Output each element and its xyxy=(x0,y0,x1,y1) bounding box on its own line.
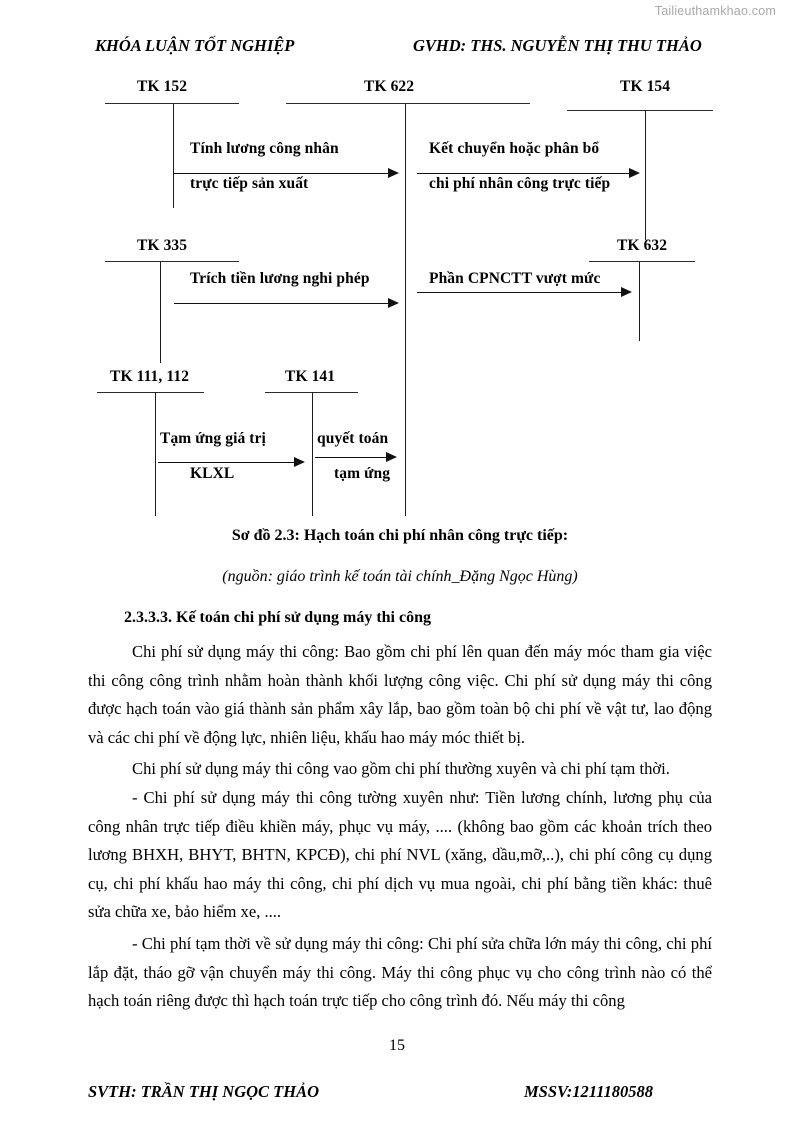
t-account-rule-tk622 xyxy=(286,103,530,104)
header-left-text: KHÓA LUẬN TỐT NGHIỆP xyxy=(95,36,295,55)
footer-left-text: SVTH: TRẦN THỊ NGỌC THẢO xyxy=(88,1082,320,1101)
flow-label-tinh-luong-line1: Tính lương công nhân xyxy=(190,140,339,157)
flow-arrow-shaft-5 xyxy=(158,462,295,463)
flow-arrow-head-3 xyxy=(388,298,399,308)
body-paragraph-2: Chi phí sử dụng máy thi công vao gồm chi phí thường xuyên và chi phí tạm thời. xyxy=(132,759,670,778)
watermark-text: Tailieuthamkhao.com xyxy=(654,4,776,18)
flow-arrow-shaft-4 xyxy=(417,292,622,293)
flow-label-quyet-toan-line2: tạm ứng xyxy=(334,465,391,482)
t-account-stem-tk335 xyxy=(160,261,161,363)
t-account-stem-tk154 xyxy=(645,110,646,240)
flow-label-tinh-luong-line2: trực tiếp sản xuất xyxy=(190,175,309,192)
flow-label-phan-cpnctt: Phần CPNCTT vượt mức xyxy=(429,270,601,287)
flow-arrow-head-1 xyxy=(388,168,399,178)
flow-arrow-head-6 xyxy=(386,452,397,462)
flow-arrow-head-4 xyxy=(621,287,632,297)
t-account-stem-tk622 xyxy=(405,103,406,516)
account-label-tk632: TK 632 xyxy=(617,237,668,254)
figure-source: (nguồn: giáo trình kế toán tài chính_Đặng Ngọc Hùng) xyxy=(222,568,578,585)
header-right-text: GVHD: THS. NGUYỄN THỊ THU THẢO xyxy=(413,36,702,55)
t-account-rule-tk154 xyxy=(567,110,713,111)
footer-right-text: MSSV:1211180588 xyxy=(524,1082,653,1101)
flow-arrow-head-2 xyxy=(629,168,640,178)
account-label-tk141: TK 141 xyxy=(285,368,336,385)
t-account-stem-tk632 xyxy=(639,261,640,341)
body-paragraph-4: - Chi phí tạm thời về sử dụng máy thi công: Chi phí sửa chữa lớn máy thi công, chi phí lắp đặt, tháo gỡ vận chuyển máy thi công. Máy thi công phục vụ cho công trình nào có thể hạch toán riêng được thì hạch toán trực tiếp cho công trình đó. Nếu máy thi công xyxy=(88,934,712,1011)
account-label-tk154: TK 154 xyxy=(620,78,671,95)
page-footer xyxy=(88,1082,709,1104)
t-account-rule-tk152 xyxy=(105,103,239,104)
account-label-tk111-112: TK 111, 112 xyxy=(110,368,190,385)
flow-label-quyet-toan-line1: quyết toán xyxy=(317,430,389,447)
account-label-tk622: TK 622 xyxy=(364,78,415,95)
body-paragraph-3: - Chi phí sử dụng máy thi công tường xuyên như: Tiền lương chính, lương phụ của công nhân trực tiếp điều khiền máy, phục vụ máy, .... (không bao gồm các khoản trích theo lương BHXH, BHYT, BHTN, KPCĐ), chi phí NVL (xăng, dầu,mỡ,..), chi phí công cụ dụng cụ, chi phí khấu hao máy thi công, chi phí dịch vụ mua ngoài, chi phí bằng tiền khác: thuê sửa chữa xe, bảo hiểm xe, .... xyxy=(88,788,712,922)
flow-label-tam-ung-line1: Tạm ứng giá trị xyxy=(160,430,266,447)
flow-label-ket-chuyen-line2: chi phí nhân công trực tiếp xyxy=(429,175,611,192)
flow-arrow-shaft-3 xyxy=(174,303,389,304)
body-paragraph-1: Chi phí sử dụng máy thi công: Bao gồm chi phí lên quan đến máy móc tham gia việc thi công công trình nhằm hoàn thành khối lượng công việc. Chi phí sử dụng máy thi công được hạch toán vào giá thành sản phẩm xây lắp, bao gồm toàn bộ chi phí về vật tư, lao động và các chi phí về động lực, nhiên liệu, khấu hao máy móc thiết bị. xyxy=(88,642,712,747)
account-label-tk152: TK 152 xyxy=(137,78,188,95)
t-account-rule-tk335 xyxy=(105,261,239,262)
flow-label-trich-tien-luong: Trích tiền lương nghi phép xyxy=(190,270,370,287)
figure-caption: Sơ đồ 2.3: Hạch toán chi phí nhân công trực tiếp: xyxy=(231,527,569,544)
flow-arrow-shaft-6 xyxy=(315,457,387,458)
account-label-tk335: TK 335 xyxy=(137,237,188,254)
t-account-rule-tk632 xyxy=(589,261,695,262)
page-number: 15 xyxy=(389,1037,405,1054)
accounting-flow-diagram xyxy=(0,0,794,520)
flow-label-tam-ung-line2: KLXL xyxy=(190,465,235,482)
flow-arrow-head-5 xyxy=(294,457,305,467)
t-account-rule-tk111-112 xyxy=(97,392,204,393)
section-heading: 2.3.3.3. Kế toán chi phí sử dụng máy thi công xyxy=(124,609,431,626)
t-account-stem-tk152 xyxy=(173,103,174,208)
flow-label-ket-chuyen-line1: Kết chuyển hoặc phân bổ xyxy=(429,140,600,157)
flow-arrow-shaft-2 xyxy=(417,173,630,174)
t-account-stem-tk111-112 xyxy=(155,392,156,516)
flow-arrow-shaft-1 xyxy=(174,173,389,174)
t-account-stem-tk141 xyxy=(312,392,313,516)
